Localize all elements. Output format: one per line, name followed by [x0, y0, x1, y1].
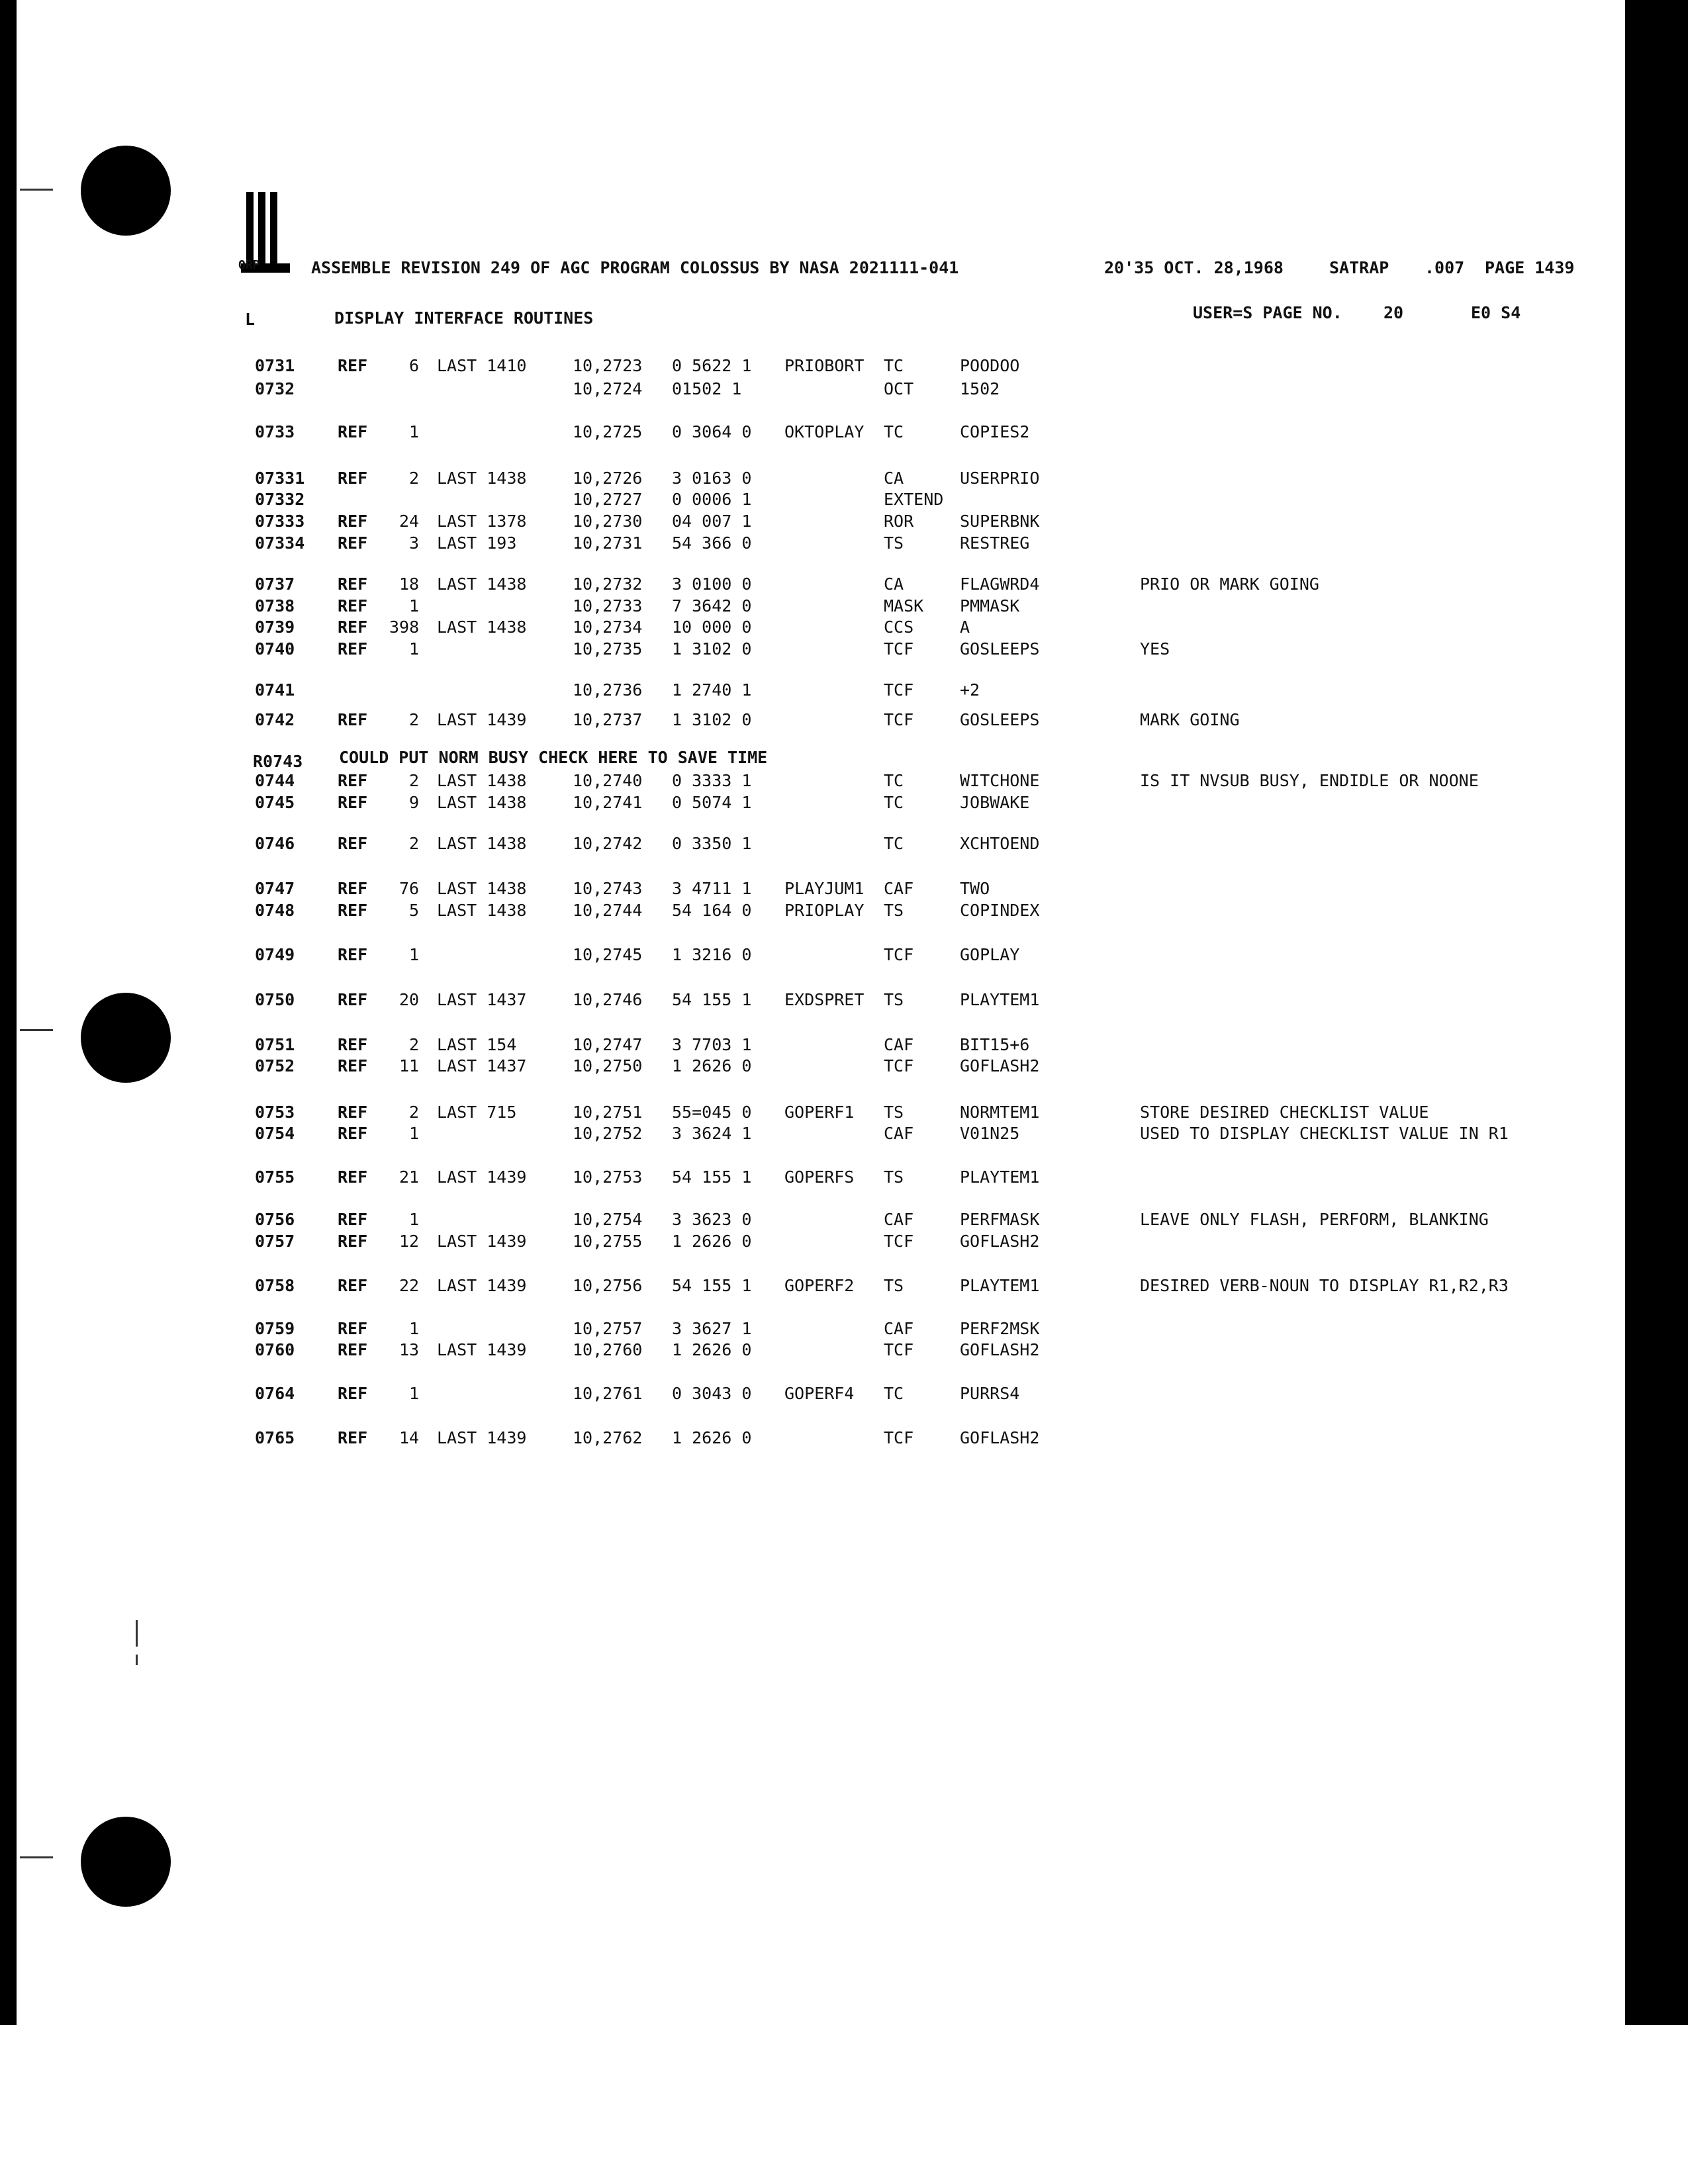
- row-operand: FLAGWRD4: [960, 574, 1040, 594]
- row-ref-keyword: REF: [338, 945, 368, 964]
- row-comment: DESIRED VERB-NOUN TO DISPLAY R1,R2,R3: [1140, 1276, 1509, 1295]
- row-opcode: TCF: [884, 710, 914, 729]
- margin-tick: [20, 189, 53, 191]
- row-ref-keyword: REF: [338, 793, 368, 812]
- header-user: SATRAP: [1329, 258, 1389, 277]
- row-line-number: 0750: [255, 990, 295, 1009]
- row-ref-keyword: REF: [338, 639, 368, 659]
- row-ref-keyword: REF: [338, 1276, 368, 1295]
- row-ref-keyword: REF: [338, 901, 368, 920]
- row-comment: YES: [1140, 639, 1170, 659]
- row-object-code: 1 3216 0: [672, 945, 752, 964]
- row-last-ref: LAST 1437: [437, 990, 527, 1009]
- row-opcode: CAF: [884, 879, 914, 898]
- row-opcode: TC: [884, 356, 904, 375]
- row-object-code: 3 3623 0: [672, 1210, 752, 1229]
- row-operand: JOBWAKE: [960, 793, 1030, 812]
- row-opcode: TCF: [884, 639, 914, 659]
- row-operand: XCHTOEND: [960, 834, 1040, 853]
- row-ref-count: 1: [409, 639, 420, 659]
- row-opcode: TS: [884, 533, 904, 553]
- row-object-code: 1 2740 1: [672, 680, 752, 700]
- users-page-label: USER=S PAGE NO.: [1193, 303, 1342, 322]
- row-object-code: 1 2626 0: [672, 1340, 752, 1359]
- row-operand: POODOO: [960, 356, 1020, 375]
- row-line-number: 0748: [255, 901, 295, 920]
- row-operand: PURRS4: [960, 1384, 1020, 1403]
- row-operand: NORMTEM1: [960, 1103, 1040, 1122]
- row-address: 10,2727: [573, 490, 643, 509]
- row-ref-count: 12: [399, 1232, 420, 1251]
- row-opcode: CAF: [884, 1124, 914, 1143]
- row-opcode: TC: [884, 422, 904, 441]
- row-address: 10,2736: [573, 680, 643, 700]
- row-opcode: TS: [884, 990, 904, 1009]
- margin-mark: [136, 1620, 138, 1647]
- row-ref-count: 22: [399, 1276, 420, 1295]
- row-address: 10,2737: [573, 710, 643, 729]
- row-operand: WITCHONE: [960, 771, 1040, 790]
- row-operand: SUPERBNK: [960, 512, 1040, 531]
- row-address: 10,2762: [573, 1428, 643, 1447]
- scan-border-left: [0, 0, 17, 2025]
- row-ref-count: 24: [399, 512, 420, 531]
- row-opcode: TCF: [884, 1056, 914, 1075]
- row-last-ref: LAST 1438: [437, 879, 527, 898]
- row-object-code: 1 2626 0: [672, 1056, 752, 1075]
- row-opcode: MASK: [884, 596, 924, 615]
- row-object-code: 0 3064 0: [672, 422, 752, 441]
- header-time-date: 20'35 OCT. 28,1968: [1104, 258, 1284, 277]
- row-opcode: TC: [884, 771, 904, 790]
- header-mark: ORP: [238, 258, 260, 272]
- row-comment: STORE DESIRED CHECKLIST VALUE: [1140, 1103, 1429, 1122]
- row-operand: GOSLEEPS: [960, 710, 1040, 729]
- row-ref-count: 6: [409, 356, 420, 375]
- scan-border-right: [1625, 0, 1688, 2025]
- row-ref-keyword: REF: [338, 1035, 368, 1054]
- row-operand: GOFLASH2: [960, 1428, 1040, 1447]
- row-address: 10,2751: [573, 1103, 643, 1122]
- row-operand: GOPLAY: [960, 945, 1020, 964]
- row-object-code: 0 5622 1: [672, 356, 752, 375]
- row-operand: PLAYTEM1: [960, 1276, 1040, 1295]
- row-ref-keyword: REF: [338, 834, 368, 853]
- row-symbol-label: PRIOPLAY: [784, 901, 865, 920]
- row-address: 10,2743: [573, 879, 643, 898]
- row-object-code: 3 3624 1: [672, 1124, 752, 1143]
- punch-hole-middle: [81, 993, 171, 1083]
- row-opcode: CAF: [884, 1210, 914, 1229]
- row-ref-count: 2: [409, 1035, 420, 1054]
- row-symbol-label: PRIOBORT: [784, 356, 865, 375]
- row-address: 10,2732: [573, 574, 643, 594]
- row-ref-keyword: REF: [338, 356, 368, 375]
- row-opcode: TS: [884, 1167, 904, 1187]
- row-ref-keyword: REF: [338, 1124, 368, 1143]
- row-ref-keyword: REF: [338, 617, 368, 637]
- row-last-ref: LAST 1439: [437, 1428, 527, 1447]
- row-object-code: 10 000 0: [672, 617, 752, 637]
- row-address: 10,2753: [573, 1167, 643, 1187]
- row-ref-count: 2: [409, 469, 420, 488]
- row-address: 10,2761: [573, 1384, 643, 1403]
- row-ref-count: 3: [409, 533, 420, 553]
- row-opcode: CAF: [884, 1319, 914, 1338]
- row-ref-count: 13: [399, 1340, 420, 1359]
- row-object-code: 55=045 0: [672, 1103, 752, 1122]
- row-operand: COPIES2: [960, 422, 1030, 441]
- header-letter: L: [245, 310, 256, 329]
- row-ref-keyword: REF: [338, 469, 368, 488]
- row-object-code: 54 366 0: [672, 533, 752, 553]
- margin-tick: [20, 1856, 53, 1858]
- row-ref-count: 2: [409, 834, 420, 853]
- row-last-ref: LAST 1378: [437, 512, 527, 531]
- row-last-ref: LAST 1438: [437, 469, 527, 488]
- row-line-number: 0755: [255, 1167, 295, 1187]
- row-ref-count: 398: [389, 617, 420, 637]
- comment-line-text: COULD PUT NORM BUSY CHECK HERE TO SAVE TIME: [339, 748, 768, 767]
- row-opcode: OCT: [884, 379, 914, 398]
- row-operand: PLAYTEM1: [960, 990, 1040, 1009]
- row-line-number: 0733: [255, 422, 295, 441]
- row-address: 10,2725: [573, 422, 643, 441]
- section-title: DISPLAY INTERFACE ROUTINES: [334, 308, 594, 328]
- row-operand: USERPRIO: [960, 469, 1040, 488]
- comment-line-number: R0743: [253, 752, 303, 771]
- row-last-ref: LAST 1438: [437, 901, 527, 920]
- row-last-ref: LAST 1438: [437, 617, 527, 637]
- row-object-code: 1 3102 0: [672, 639, 752, 659]
- row-line-number: 07334: [255, 533, 305, 553]
- row-object-code: 3 7703 1: [672, 1035, 752, 1054]
- row-ref-keyword: REF: [338, 1056, 368, 1075]
- row-operand: GOSLEEPS: [960, 639, 1040, 659]
- row-last-ref: LAST 1439: [437, 710, 527, 729]
- row-address: 10,2723: [573, 356, 643, 375]
- row-last-ref: LAST 154: [437, 1035, 517, 1054]
- row-ref-count: 1: [409, 1384, 420, 1403]
- row-symbol-label: GOPERF4: [784, 1384, 855, 1403]
- users-page-number: 20: [1383, 303, 1404, 322]
- row-address: 10,2760: [573, 1340, 643, 1359]
- row-address: 10,2754: [573, 1210, 643, 1229]
- row-line-number: 0758: [255, 1276, 295, 1295]
- row-symbol-label: GOPERF1: [784, 1103, 855, 1122]
- row-opcode: CA: [884, 469, 904, 488]
- row-ref-keyword: REF: [338, 1340, 368, 1359]
- row-object-code: 3 0100 0: [672, 574, 752, 594]
- row-comment: LEAVE ONLY FLASH, PERFORM, BLANKING: [1140, 1210, 1489, 1229]
- row-object-code: 54 164 0: [672, 901, 752, 920]
- row-line-number: 0756: [255, 1210, 295, 1229]
- row-line-number: 0764: [255, 1384, 295, 1403]
- row-opcode: ROR: [884, 512, 914, 531]
- row-address: 10,2747: [573, 1035, 643, 1054]
- row-comment: MARK GOING: [1140, 710, 1240, 729]
- row-line-number: 0746: [255, 834, 295, 853]
- row-object-code: 3 0163 0: [672, 469, 752, 488]
- row-line-number: 0739: [255, 617, 295, 637]
- row-object-code: 0 3333 1: [672, 771, 752, 790]
- row-object-code: 01502 1: [672, 379, 742, 398]
- row-line-number: 0742: [255, 710, 295, 729]
- row-address: 10,2741: [573, 793, 643, 812]
- row-last-ref: LAST 1410: [437, 356, 527, 375]
- row-object-code: 7 3642 0: [672, 596, 752, 615]
- row-last-ref: LAST 1438: [437, 771, 527, 790]
- row-line-number: 0745: [255, 793, 295, 812]
- row-last-ref: LAST 1438: [437, 574, 527, 594]
- row-line-number: 0731: [255, 356, 295, 375]
- row-line-number: 0765: [255, 1428, 295, 1447]
- row-object-code: 3 4711 1: [672, 879, 752, 898]
- row-ref-keyword: REF: [338, 533, 368, 553]
- row-last-ref: LAST 1438: [437, 834, 527, 853]
- row-last-ref: LAST 715: [437, 1103, 517, 1122]
- row-ref-count: 76: [399, 879, 420, 898]
- row-ref-count: 18: [399, 574, 420, 594]
- row-line-number: 0741: [255, 680, 295, 700]
- row-ref-count: 5: [409, 901, 420, 920]
- row-address: 10,2750: [573, 1056, 643, 1075]
- row-address: 10,2744: [573, 901, 643, 920]
- row-object-code: 1 2626 0: [672, 1428, 752, 1447]
- row-address: 10,2746: [573, 990, 643, 1009]
- row-line-number: 07332: [255, 490, 305, 509]
- row-line-number: 0740: [255, 639, 295, 659]
- row-line-number: 07331: [255, 469, 305, 488]
- row-ref-keyword: REF: [338, 1384, 368, 1403]
- row-line-number: 0757: [255, 1232, 295, 1251]
- row-ref-count: 20: [399, 990, 420, 1009]
- row-line-number: 0738: [255, 596, 295, 615]
- row-operand: +2: [960, 680, 980, 700]
- row-ref-keyword: REF: [338, 710, 368, 729]
- row-address: 10,2755: [573, 1232, 643, 1251]
- row-symbol-label: OKTOPLAY: [784, 422, 865, 441]
- row-ref-keyword: REF: [338, 990, 368, 1009]
- row-line-number: 0760: [255, 1340, 295, 1359]
- row-address: 10,2756: [573, 1276, 643, 1295]
- row-opcode: CA: [884, 574, 904, 594]
- row-ref-keyword: REF: [338, 1232, 368, 1251]
- row-line-number: 0732: [255, 379, 295, 398]
- row-last-ref: LAST 1439: [437, 1232, 527, 1251]
- row-opcode: CCS: [884, 617, 914, 637]
- row-address: 10,2724: [573, 379, 643, 398]
- row-address: 10,2742: [573, 834, 643, 853]
- row-last-ref: LAST 1439: [437, 1167, 527, 1187]
- row-address: 10,2731: [573, 533, 643, 553]
- row-symbol-label: PLAYJUM1: [784, 879, 865, 898]
- row-operand: GOFLASH2: [960, 1056, 1040, 1075]
- header-title: ASSEMBLE REVISION 249 OF AGC PROGRAM COLOSSUS BY NASA 2021111-041: [311, 258, 959, 277]
- row-ref-count: 2: [409, 1103, 420, 1122]
- row-address: 10,2740: [573, 771, 643, 790]
- row-operand: RESTREG: [960, 533, 1030, 553]
- row-line-number: 0759: [255, 1319, 295, 1338]
- row-object-code: 0 5074 1: [672, 793, 752, 812]
- row-object-code: 54 155 1: [672, 990, 752, 1009]
- row-ref-count: 1: [409, 1319, 420, 1338]
- row-object-code: 04 007 1: [672, 512, 752, 531]
- row-ref-keyword: REF: [338, 771, 368, 790]
- row-opcode: TCF: [884, 680, 914, 700]
- row-ref-count: 1: [409, 1210, 420, 1229]
- row-operand: PMMASK: [960, 596, 1020, 615]
- row-symbol-label: GOPERF2: [784, 1276, 855, 1295]
- row-line-number: 0747: [255, 879, 295, 898]
- row-line-number: 07333: [255, 512, 305, 531]
- row-ref-keyword: REF: [338, 1210, 368, 1229]
- row-symbol-label: GOPERFS: [784, 1167, 855, 1187]
- row-object-code: 3 3627 1: [672, 1319, 752, 1338]
- row-address: 10,2752: [573, 1124, 643, 1143]
- row-address: 10,2734: [573, 617, 643, 637]
- row-address: 10,2757: [573, 1319, 643, 1338]
- row-operand: 1502: [960, 379, 1000, 398]
- row-last-ref: LAST 1439: [437, 1340, 527, 1359]
- header-user-code: .007: [1425, 258, 1465, 277]
- row-last-ref: LAST 193: [437, 533, 517, 553]
- row-ref-count: 2: [409, 771, 420, 790]
- row-object-code: 1 3102 0: [672, 710, 752, 729]
- row-operand: GOFLASH2: [960, 1232, 1040, 1251]
- row-last-ref: LAST 1438: [437, 793, 527, 812]
- row-ref-keyword: REF: [338, 1103, 368, 1122]
- row-ref-count: 1: [409, 945, 420, 964]
- row-address: 10,2735: [573, 639, 643, 659]
- row-line-number: 0744: [255, 771, 295, 790]
- row-address: 10,2733: [573, 596, 643, 615]
- header-code: E0 S4: [1471, 303, 1521, 322]
- row-object-code: 0 3350 1: [672, 834, 752, 853]
- row-ref-count: 9: [409, 793, 420, 812]
- row-symbol-label: EXDSPRET: [784, 990, 865, 1009]
- row-opcode: TCF: [884, 945, 914, 964]
- header-page-number: PAGE 1439: [1485, 258, 1575, 277]
- row-last-ref: LAST 1437: [437, 1056, 527, 1075]
- row-opcode: TS: [884, 1103, 904, 1122]
- row-ref-keyword: REF: [338, 1167, 368, 1187]
- row-opcode: TS: [884, 1276, 904, 1295]
- row-ref-keyword: REF: [338, 422, 368, 441]
- row-address: 10,2745: [573, 945, 643, 964]
- row-ref-keyword: REF: [338, 596, 368, 615]
- row-operand: A: [960, 617, 970, 637]
- row-opcode: TC: [884, 834, 904, 853]
- row-operand: GOFLASH2: [960, 1340, 1040, 1359]
- row-comment: IS IT NVSUB BUSY, ENDIDLE OR NOONE: [1140, 771, 1479, 790]
- row-opcode: EXTEND: [884, 490, 944, 509]
- row-ref-keyword: REF: [338, 1319, 368, 1338]
- row-operand: TWO: [960, 879, 990, 898]
- row-opcode: TCF: [884, 1232, 914, 1251]
- row-ref-keyword: REF: [338, 1428, 368, 1447]
- margin-tick: [20, 1029, 53, 1031]
- punch-hole-bottom: [81, 1817, 171, 1907]
- row-object-code: 1 2626 0: [672, 1232, 752, 1251]
- row-line-number: 0749: [255, 945, 295, 964]
- row-opcode: TS: [884, 901, 904, 920]
- row-operand: PERFMASK: [960, 1210, 1040, 1229]
- row-last-ref: LAST 1439: [437, 1276, 527, 1295]
- row-ref-count: 11: [399, 1056, 420, 1075]
- row-ref-count: 14: [399, 1428, 420, 1447]
- row-object-code: 0 0006 1: [672, 490, 752, 509]
- row-operand: PLAYTEM1: [960, 1167, 1040, 1187]
- row-ref-count: 2: [409, 710, 420, 729]
- row-ref-count: 1: [409, 1124, 420, 1143]
- row-opcode: TCF: [884, 1340, 914, 1359]
- row-ref-keyword: REF: [338, 574, 368, 594]
- row-address: 10,2730: [573, 512, 643, 531]
- punch-hole-top: [81, 146, 171, 236]
- row-comment: USED TO DISPLAY CHECKLIST VALUE IN R1: [1140, 1124, 1509, 1143]
- row-opcode: CAF: [884, 1035, 914, 1054]
- row-object-code: 0 3043 0: [672, 1384, 752, 1403]
- row-line-number: 0737: [255, 574, 295, 594]
- row-ref-keyword: REF: [338, 512, 368, 531]
- row-ref-count: 21: [399, 1167, 420, 1187]
- row-opcode: TC: [884, 793, 904, 812]
- row-comment: PRIO OR MARK GOING: [1140, 574, 1319, 594]
- row-line-number: 0752: [255, 1056, 295, 1075]
- row-operand: BIT15+6: [960, 1035, 1030, 1054]
- row-ref-count: 1: [409, 596, 420, 615]
- row-address: 10,2726: [573, 469, 643, 488]
- row-object-code: 54 155 1: [672, 1276, 752, 1295]
- row-ref-count: 1: [409, 422, 420, 441]
- row-line-number: 0751: [255, 1035, 295, 1054]
- margin-mark: [136, 1655, 138, 1665]
- row-ref-keyword: REF: [338, 879, 368, 898]
- row-line-number: 0753: [255, 1103, 295, 1122]
- row-line-number: 0754: [255, 1124, 295, 1143]
- row-operand: V01N25: [960, 1124, 1020, 1143]
- row-object-code: 54 155 1: [672, 1167, 752, 1187]
- row-opcode: TCF: [884, 1428, 914, 1447]
- row-opcode: TC: [884, 1384, 904, 1403]
- row-operand: PERF2MSK: [960, 1319, 1040, 1338]
- row-operand: COPINDEX: [960, 901, 1040, 920]
